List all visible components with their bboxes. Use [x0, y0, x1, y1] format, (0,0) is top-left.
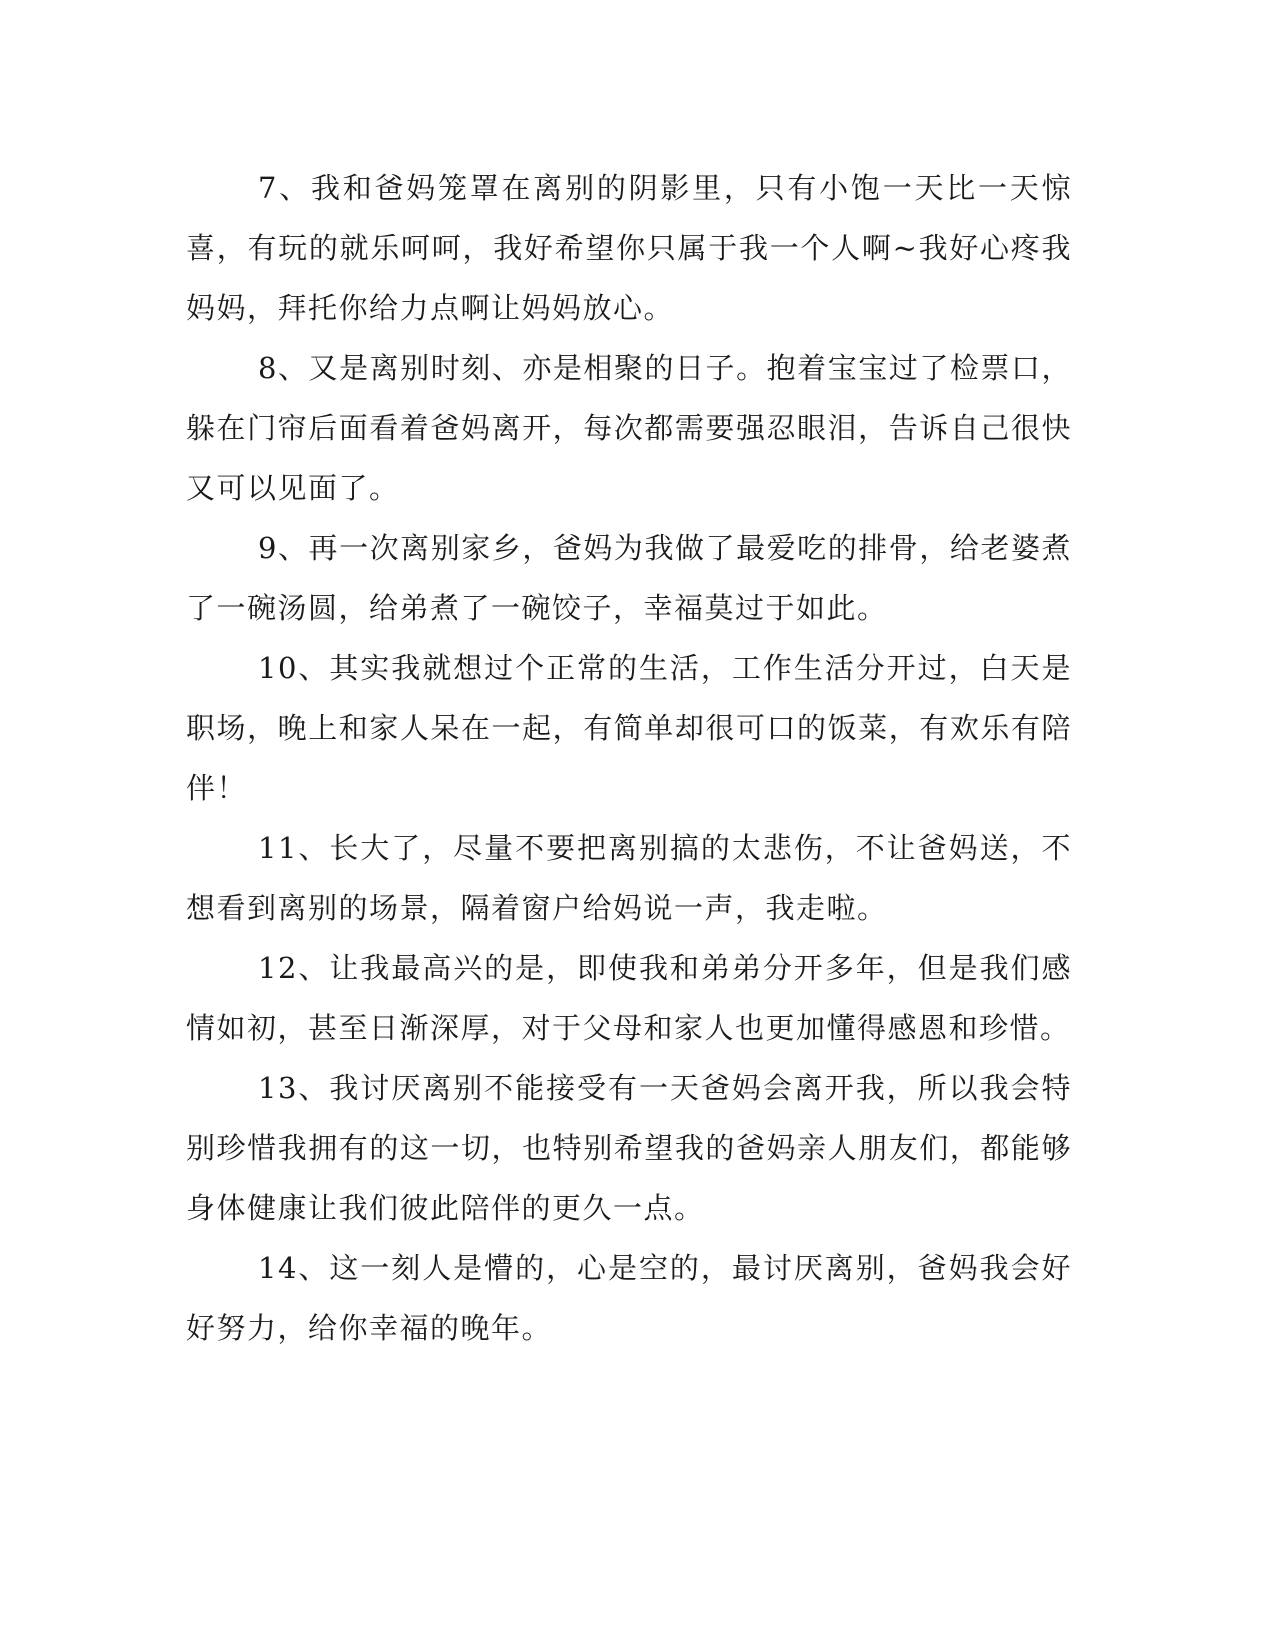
paragraph-13: 13、我讨厌离别不能接受有一天爸妈会离开我，所以我会特别珍惜我拥有的这一切，也特别希望我的爸妈亲人朋友们，都能够身体健康让我们彼此陪伴的更久一点。: [186, 1071, 1072, 1225]
paragraph-11: 11、长大了，尽量不要把离别搞的太悲伤，不让爸妈送，不想看到离别的场景，隔着窗户给妈说一声，我走啦。: [186, 831, 1072, 925]
document-body: [186, 158, 1072, 1358]
paragraph-9: 9、再一次离别家乡，爸妈为我做了最爱吃的排骨，给老婆煮了一碗汤圆，给弟煮了一碗饺子，幸福莫过于如此。: [186, 531, 1072, 625]
paragraph-10: 10、其实我就想过个正常的生活，工作生活分开过，白天是职场，晚上和家人呆在一起，有简单却很可口的饭菜，有欢乐有陪伴！: [186, 651, 1072, 805]
paragraph-12: 12、让我最高兴的是，即使我和弟弟分开多年，但是我们感情如初，甚至日渐深厚，对于父母和家人也更加懂得感恩和珍惜。: [186, 951, 1072, 1045]
paragraph-7: 7、我和爸妈笼罩在离别的阴影里，只有小饱一天比一天惊喜，有玩的就乐呵呵，我好希望你只属于我一个人啊~我好心疼我妈妈，拜托你给力点啊让妈妈放心。: [186, 171, 1072, 325]
paragraph-8: 8、又是离别时刻、亦是相聚的日子。抱着宝宝过了检票口，躲在门帘后面看着爸妈离开，每次都需要强忍眼泪，告诉自己很快又可以见面了。: [186, 351, 1072, 505]
paragraph-14: 14、这一刻人是懵的，心是空的，最讨厌离别，爸妈我会好好努力，给你幸福的晚年。: [186, 1251, 1072, 1345]
